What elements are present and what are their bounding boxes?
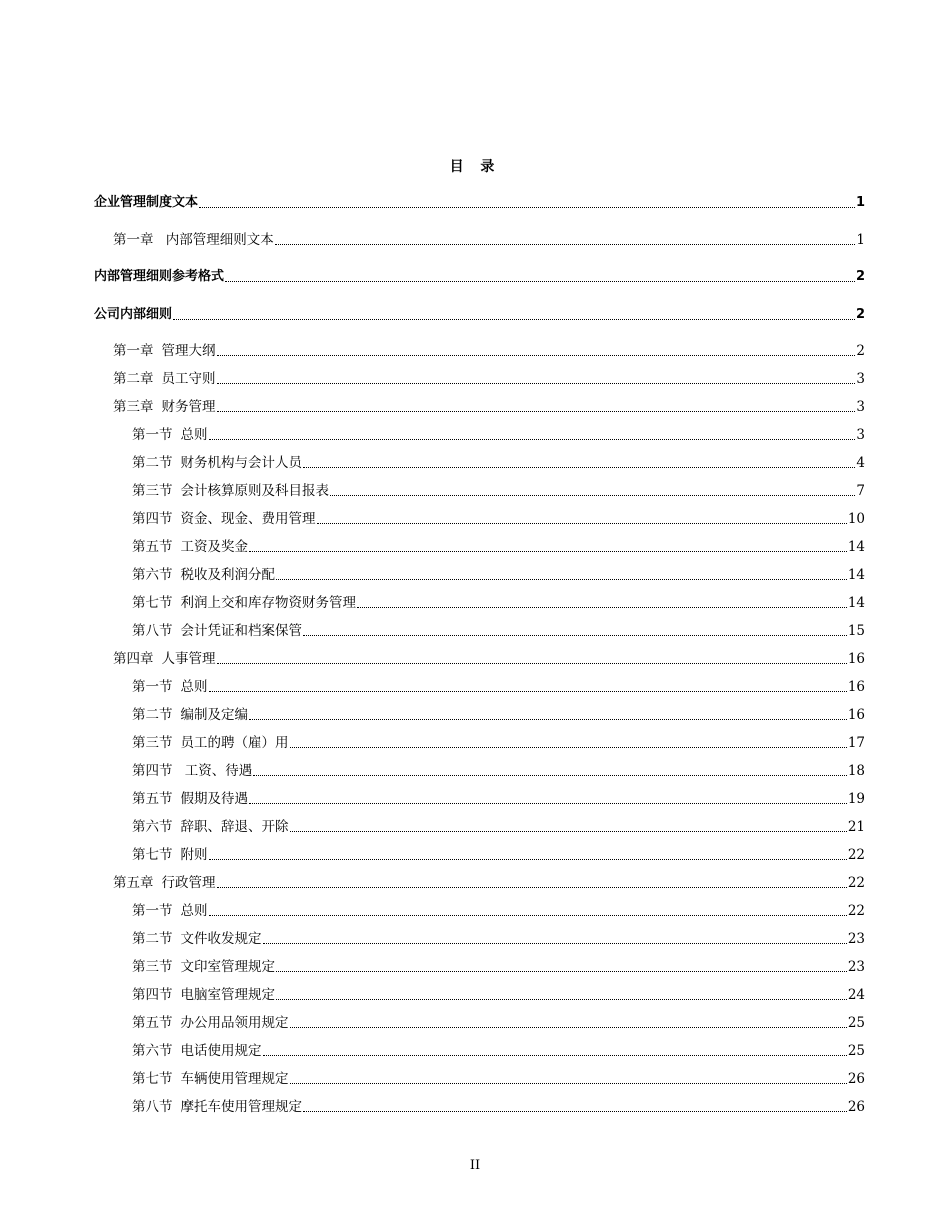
toc-entry-title: 辞职、辞退、开除: [180, 819, 289, 835]
toc-entry-label: [113, 397, 216, 417]
dot-leader: [263, 943, 847, 944]
toc-entry-number: 第三节: [132, 483, 173, 499]
toc-entry-page: 14: [847, 595, 865, 611]
dot-leader: [217, 887, 847, 888]
toc-entry[interactable]: [132, 621, 865, 641]
toc-entry-number: 第三章: [113, 399, 154, 415]
toc-title: 目 录: [449, 159, 501, 175]
toc-entry[interactable]: [94, 267, 865, 287]
toc-entry-title: 文件收发规定: [180, 931, 262, 947]
toc-entry-number: 第二节: [132, 931, 173, 947]
toc-entry-page: 4: [856, 455, 865, 471]
toc-entry[interactable]: [132, 929, 865, 949]
toc-entry-number: 第四章: [113, 651, 154, 667]
toc-entry[interactable]: [132, 901, 865, 921]
toc-entry-number: 第一节: [132, 679, 173, 695]
dot-leader: [263, 1055, 847, 1056]
toc-entry-title: 人事管理: [161, 651, 216, 667]
toc-entry-label: [113, 873, 216, 893]
dot-leader: [209, 859, 847, 860]
dot-leader: [290, 831, 847, 832]
toc-entry-label: [132, 929, 262, 949]
toc-entry-title: 财务管理: [161, 399, 216, 415]
toc-entry[interactable]: [113, 873, 865, 893]
toc-entry-label: [94, 267, 224, 287]
toc-entry[interactable]: [132, 985, 865, 1005]
toc-entry-title: 会计核算原则及科目报表: [180, 483, 329, 499]
toc-entry-number: 第五章: [113, 875, 154, 891]
toc-entry-label: [132, 761, 252, 781]
toc-entry-page: 26: [847, 1071, 865, 1087]
dot-leader: [217, 383, 856, 384]
dot-leader: [276, 999, 847, 1000]
toc-entry-page: 21: [847, 819, 865, 835]
dot-leader: [209, 915, 847, 916]
toc-entry-page: 14: [847, 539, 865, 555]
toc-entry-number: 第一章: [113, 232, 154, 248]
toc-entry-page: 17: [847, 735, 865, 751]
toc-entry-page: 3: [856, 427, 865, 443]
toc-entry[interactable]: [132, 509, 865, 529]
toc-entry-page: 19: [847, 791, 865, 807]
toc-entry[interactable]: [113, 369, 865, 389]
toc-entry-label: [132, 817, 289, 837]
toc-entry-label: [132, 789, 248, 809]
toc-entry-page: 16: [847, 707, 865, 723]
toc-entry[interactable]: [132, 1041, 865, 1061]
toc-entry[interactable]: [132, 817, 865, 837]
toc-entry-label: [113, 649, 216, 669]
toc-entry-number: 第七节: [132, 595, 173, 611]
toc-entry-number: 第六节: [132, 1043, 173, 1059]
toc-entry-title: 行政管理: [161, 875, 216, 891]
toc-entry-number: 第四节: [132, 763, 173, 779]
toc-entry-title: 管理大纲: [161, 343, 216, 359]
dot-leader: [209, 439, 856, 440]
dot-leader: [209, 691, 847, 692]
dot-leader: [217, 355, 856, 356]
toc-entry-page: 16: [847, 651, 865, 667]
toc-entry[interactable]: [132, 1069, 865, 1089]
toc-entry[interactable]: [132, 593, 865, 613]
toc-entry-title: 员工的聘（雇）用: [180, 735, 289, 751]
toc-entry-title: 财务机构与会计人员: [180, 455, 302, 471]
toc-entry-page: 23: [847, 959, 865, 975]
toc-entry-title: 编制及定编: [180, 707, 248, 723]
toc-entry-label: [132, 1069, 289, 1089]
toc-entry-number: 第六节: [132, 819, 173, 835]
toc-entry-title: 工资、待遇: [180, 763, 253, 779]
toc-entry-title: 内部管理细则文本: [161, 232, 274, 248]
toc-entry[interactable]: [132, 845, 865, 865]
dot-leader: [357, 607, 847, 608]
toc-entry-page: 25: [847, 1015, 865, 1031]
toc-entry-label: [94, 193, 198, 213]
toc-entry[interactable]: [132, 1013, 865, 1033]
toc-entry-number: 第二章: [113, 371, 154, 387]
toc-entry-number: 第五节: [132, 539, 173, 555]
toc-entry-label: [132, 509, 316, 529]
toc-entry-label: [113, 230, 274, 250]
dot-leader: [276, 971, 847, 972]
toc-entry-page: 3: [856, 371, 865, 387]
toc-entry-label: [132, 481, 329, 501]
dot-leader: [330, 495, 855, 496]
toc-entry-label: [132, 1041, 262, 1061]
toc-entry-page: 14: [847, 567, 865, 583]
toc-entry-title: 总则: [180, 679, 208, 695]
toc-entry-label: [132, 621, 302, 641]
toc-entry-label: [94, 305, 172, 325]
toc-entry-number: 第四节: [132, 511, 173, 527]
toc-entry-page: 23: [847, 931, 865, 947]
toc-entry-title: 内部管理细则参考格式: [94, 269, 225, 284]
toc-entry-number: 第七节: [132, 1071, 173, 1087]
toc-entry-title: 会计凭证和档案保管: [180, 623, 302, 639]
toc-entry-label: [132, 537, 248, 557]
dot-leader: [173, 319, 855, 320]
toc-entry-page: 26: [847, 1099, 865, 1115]
toc-entry-title: 文印室管理规定: [180, 959, 275, 975]
dot-leader: [275, 244, 856, 245]
toc-entry[interactable]: [132, 537, 865, 557]
toc-entry[interactable]: [132, 453, 865, 473]
toc-entry-title: 工资及奖金: [180, 539, 248, 555]
toc-entry-number: 第六节: [132, 567, 173, 583]
dot-leader: [303, 467, 855, 468]
toc-entry-label: [132, 565, 275, 585]
toc-entry-label: [132, 425, 208, 445]
dot-leader: [303, 635, 847, 636]
dot-leader: [276, 579, 847, 580]
toc-entry-page: 3: [856, 399, 865, 415]
toc-entry-page: 24: [847, 987, 865, 1003]
toc-entry-number: 第四节: [132, 987, 173, 1003]
toc-entry-title: 公司内部细则: [94, 307, 173, 322]
toc-entry-title: 电脑室管理规定: [180, 987, 275, 1003]
dot-leader: [225, 281, 855, 282]
toc-entry[interactable]: [113, 341, 865, 361]
toc-entry-number: 第一节: [132, 903, 173, 919]
toc-entry-label: [132, 901, 208, 921]
toc-entry-page: 2: [855, 307, 865, 322]
page-number: II: [469, 1158, 481, 1173]
toc-entry-title: 办公用品领用规定: [180, 1015, 289, 1031]
toc-entry-title: 假期及待遇: [180, 791, 248, 807]
toc-entry-label: [132, 1097, 302, 1117]
toc-entry-label: [132, 985, 275, 1005]
toc-entry-title: 总则: [180, 903, 208, 919]
toc-entry-label: [132, 1013, 289, 1033]
dot-leader: [199, 207, 855, 208]
toc-entry[interactable]: [132, 565, 865, 585]
toc-entry-page: 10: [847, 511, 865, 527]
toc-entry-page: 1: [856, 232, 865, 248]
toc-entry[interactable]: [113, 397, 865, 417]
toc-entry[interactable]: [132, 789, 865, 809]
toc-entry[interactable]: [132, 761, 865, 781]
dot-leader: [249, 803, 847, 804]
toc-entry-label: [132, 845, 208, 865]
dot-leader: [249, 719, 847, 720]
toc-entry[interactable]: [132, 425, 865, 445]
toc-entry-label: [132, 593, 356, 613]
toc-entry-number: 第二节: [132, 707, 173, 723]
toc-entry[interactable]: [113, 230, 865, 250]
dot-leader: [317, 523, 847, 524]
toc-entry[interactable]: [132, 677, 865, 697]
toc-entry-label: [113, 341, 216, 361]
toc-entry-page: 2: [856, 343, 865, 359]
toc-entry-title: 资金、现金、费用管理: [180, 511, 316, 527]
toc-entry-label: [132, 733, 289, 753]
toc-entry-number: 第八节: [132, 1099, 173, 1115]
dot-leader: [253, 775, 847, 776]
toc-entry-number: 第三节: [132, 959, 173, 975]
toc-entry-number: 第七节: [132, 847, 173, 863]
toc-entry-page: 2: [855, 269, 865, 284]
toc-entry-page: 16: [847, 679, 865, 695]
toc-entry[interactable]: [132, 705, 865, 725]
toc-entry-number: 第三节: [132, 735, 173, 751]
dot-leader: [217, 411, 856, 412]
dot-leader: [290, 747, 847, 748]
toc-entry-title: 员工守则: [161, 371, 216, 387]
toc-entry-page: 1: [855, 195, 865, 210]
toc-entry-label: [132, 453, 302, 473]
toc-entry-number: 第五节: [132, 1015, 173, 1031]
toc-entry-label: [132, 705, 248, 725]
dot-leader: [303, 1111, 847, 1112]
toc-entry-page: 15: [847, 623, 865, 639]
toc-entry[interactable]: [132, 733, 865, 753]
toc-entry-title: 企业管理制度文本: [94, 195, 199, 210]
toc-entry[interactable]: [113, 649, 865, 669]
toc-entry-page: 22: [847, 903, 865, 919]
toc-entry-page: 18: [847, 763, 865, 779]
toc-entry-label: [132, 957, 275, 977]
toc-entry-title: 电话使用规定: [180, 1043, 262, 1059]
toc-entry-number: 第一节: [132, 427, 173, 443]
toc-entry-title: 总则: [180, 427, 208, 443]
dot-leader: [290, 1027, 847, 1028]
toc-entry-title: 摩托车使用管理规定: [180, 1099, 302, 1115]
toc-entry-title: 税收及利润分配: [180, 567, 275, 583]
dot-leader: [290, 1083, 847, 1084]
toc-entry-page: 22: [847, 847, 865, 863]
toc-entry-page: 22: [847, 875, 865, 891]
toc-entry-label: [113, 369, 216, 389]
toc-entry-title: 车辆使用管理规定: [180, 1071, 289, 1087]
toc-entry[interactable]: [132, 1097, 865, 1117]
toc-entry[interactable]: [94, 193, 865, 213]
toc-entry-page: 7: [856, 483, 865, 499]
dot-leader: [249, 551, 847, 552]
toc-entry-title: 利润上交和库存物资财务管理: [180, 595, 356, 611]
dot-leader: [217, 663, 847, 664]
toc-entry-number: 第一章: [113, 343, 154, 359]
toc-entry-title: 附则: [180, 847, 208, 863]
toc-entry[interactable]: [132, 481, 865, 501]
toc-entry-page: 25: [847, 1043, 865, 1059]
toc-entry-number: 第五节: [132, 791, 173, 807]
toc-entry-number: 第八节: [132, 623, 173, 639]
toc-entry-label: [132, 677, 208, 697]
toc-entry-number: 第二节: [132, 455, 173, 471]
toc-entry[interactable]: [94, 305, 865, 325]
toc-entry[interactable]: [132, 957, 865, 977]
